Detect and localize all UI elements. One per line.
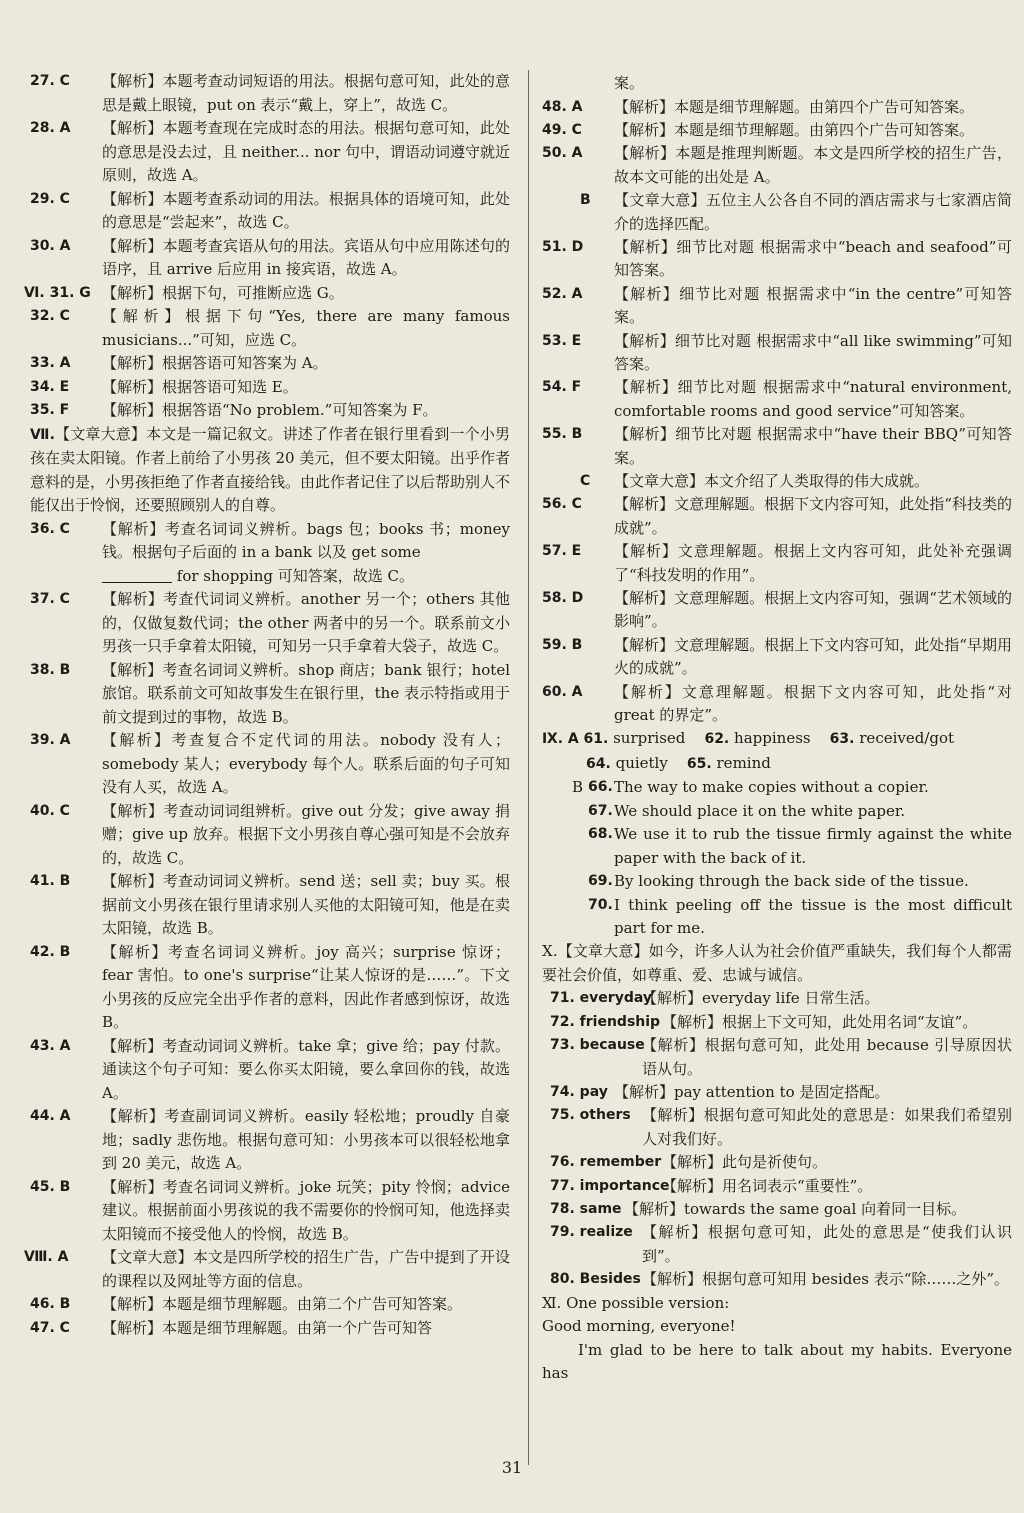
column-divider xyxy=(528,70,529,1465)
answer-77: 77. importance 【解析】用名词表示“重要性”。 xyxy=(550,1176,873,1195)
answer-28: 28. A 【解析】本题考查现在完成时态的用法。根据句意可知，此处的意思是没去过，且 neither... nor 句中，谓语动词遵守就近原则，故选 A。 xyxy=(30,119,510,184)
answer-75: 75. others 【解析】根据句意可知此处的意思是：如果我们希望别人对我们好。 xyxy=(550,1106,1012,1148)
section-8b-summary: B 【文章大意】五位主人公各自不同的酒店需求与七家酒店简介的选择匹配。 xyxy=(580,191,1012,233)
answer-31: Ⅵ. 31. G 【解析】根据下句，可推断应选 G。 xyxy=(24,283,344,302)
answer-47-continued: 案。 xyxy=(614,74,645,92)
answer-74: 74. pay 【解析】pay attention to 是固定搭配。 xyxy=(550,1082,890,1101)
answer-71: 71. everyday 【解析】everyday life 日常生活。 xyxy=(550,989,880,1008)
answer-38: 38. B 【解析】考查名词词义辨析。shop 商店；bank 银行；hotel 旅馆。联系前文可知故事发生在银行里，the 表示特指或用于前文提到过的事物，故选 B。 xyxy=(30,660,510,726)
answer-43: 43. A 【解析】考查动词词义辨析。take 拿；give 给；pay 付款。通读这个句子可知：要么你买太阳镜，要么拿回你的钱，故选 A。 xyxy=(30,1036,510,1102)
essay-greeting: Good morning, everyone! xyxy=(542,1317,736,1336)
answer-57: 57. E 【解析】文意理解题。根据上文内容可知，此处补充强调了“科技发明的作用”。 xyxy=(542,542,1012,584)
answer-70: 70. I think peeling off the tissue is the most difficult part for me. xyxy=(588,895,1012,937)
answer-35: 35. F 【解析】根据答语“No problem.”可知答案为 F。 xyxy=(30,401,438,419)
answer-50: 50. A 【解析】本题是推理判断题。本文是四所学校的招生广告，故本文可能的出处是 A。 xyxy=(542,144,1012,186)
answer-78: 78. same 【解析】towards the same goal 向着同一目标。 xyxy=(550,1199,967,1218)
section-8c-summary: C 【文章大意】本文介绍了人类取得的伟大成就。 xyxy=(580,472,930,490)
answer-69: 69. By looking through the back side of the tissue. xyxy=(588,872,969,891)
answer-46: 46. B 【解析】本题是细节理解题。由第二个广告可知答案。 xyxy=(30,1295,463,1313)
answer-68: 68. We use it to rub the tissue firmly against the white paper with the back of it. xyxy=(588,825,1012,867)
answer-33: 33. A 【解析】根据答语可知答案为 A。 xyxy=(30,354,328,372)
blank-line xyxy=(102,568,172,583)
answer-66: B 66. The way to make copies without a copier. xyxy=(572,778,929,797)
answer-79: 79. realize 【解析】根据句意可知，此处的意思是“使我们认识到”。 xyxy=(550,1223,1012,1265)
answer-29: 29. C 【解析】本题考查系动词的用法。根据具体的语境可知，此处的意思是“尝起来”，故选 C。 xyxy=(30,189,510,231)
answer-56: 56. C 【解析】文意理解题。根据下文内容可知，此处指“科技类的成就”。 xyxy=(542,495,1012,537)
answer-67: 67. We should place it on the white paper. xyxy=(588,801,906,820)
answer-55: 55. B 【解析】细节比对题 根据需求中“have their BBQ”可知答案。 xyxy=(542,425,1012,467)
answer-58: 58. D 【解析】文意理解题。根据上文内容可知，强调“艺术领域的影响”。 xyxy=(542,589,1012,631)
answer-40: 40. C 【解析】考查动词词组辨析。give out 分发；give away 捐赠；give up 放弃。根据下文小男孩自尊心强可知是不会放弃的，故选 C。 xyxy=(30,801,510,867)
answer-76: 76. remember 【解析】此句是祈使句。 xyxy=(550,1153,828,1172)
answer-54: 54. F 【解析】细节比对题 根据需求中“natural environment, comfortable rooms and good service”可知答案。 xyxy=(542,378,1012,420)
answer-34: 34. E 【解析】根据答语可知选 E。 xyxy=(30,377,298,396)
answer-32: 32. C 【解析】根据下句“Yes, there are many famous musicians...”可知，应选 C。 xyxy=(30,307,510,349)
right-column xyxy=(542,72,1012,1386)
answer-51: 51. D 【解析】细节比对题 根据需求中“beach and seafood”可知答案。 xyxy=(542,237,1012,280)
answer-42: 42. B 【解析】考查名词词义辨析。joy 高兴；surprise 惊讶；fear 害怕。to one's surprise“让某人惊讶的是……”。下文小男孩的反应完全出乎作者的意料，因此作者感到惊讶，故选 B。 xyxy=(30,942,510,1031)
answer-72: 72. friendship 【解析】根据上下文可知，此处用名词“友谊”。 xyxy=(550,1012,978,1031)
section-10-summary: Ⅹ.【文章大意】如今，许多人认为社会价值严重缺失，我们每个人都需要社会价值，如尊重、爱、忠诚与诚信。 xyxy=(542,942,1012,984)
answer-53: 53. E 【解析】细节比对题 根据需求中“all like swimming”可知答案。 xyxy=(542,331,1012,373)
answer-45: 45. B 【解析】考查名词词义辨析。joke 玩笑；pity 怜悯；advice 建议。根据前面小男孩说的我不需要你的怜悯可知，他选择卖太阳镜而不接受他人的怜悯，故选 B。 xyxy=(30,1177,510,1243)
answer-37: 37. C 【解析】考查代词词义辨析。another 另一个；others 其他的，仅做复数代词；the other 两者中的另一个。联系前文小男孩一只手拿着太阳镜，可知另一只手拿着大袋子，故选 C。 xyxy=(30,590,510,655)
answer-36: 36. C 【解析】考查名词词义辨析。bags 包；books 书；money 钱。根据句子后面的 in a bank 以及 get some for shopping 可知答案，故选 C。 xyxy=(30,519,510,585)
section-9-row-2: 64. quietly 65. remind xyxy=(586,753,771,772)
answer-30: 30. A 【解析】本题考查宾语从句的用法。宾语从句中应用陈述句的语序，且 arrive 后应用 in 接宾语，故选 A。 xyxy=(30,236,510,278)
answer-80: 80. Besides 【解析】根据句意可知用 besides 表示“除……之外”。 xyxy=(550,1270,1010,1289)
essay-body: I'm glad to be here to talk about my habits. Everyone has xyxy=(542,1340,1012,1383)
answer-44: 44. A 【解析】考查副词词义辨析。easily 轻松地；proudly 自豪地；sadly 悲伤地。根据句意可知：小男孩本可以很轻松地拿到 20 美元，故选 A。 xyxy=(30,1107,510,1172)
left-column xyxy=(24,70,511,1340)
answer-49: 49. C 【解析】本题是细节理解题。由第四个广告可知答案。 xyxy=(542,120,975,139)
page-number: 31 xyxy=(501,1458,523,1477)
section-7-summary: Ⅶ.【文章大意】本文是一篇记叙文。讲述了作者在银行里看到一个小男孩在卖太阳镜。作者上前给了小男孩 20 美元，但不要太阳镜。出乎作者意料的是，小男孩拒绝了作者直接给钱。由此作者记住了以后帮助别人不能仅出于怜悯，还要照顾别人的自尊。 xyxy=(30,424,511,514)
answer-41: 41. B 【解析】考查动词词义辨析。send 送；sell 卖；buy 买。根据前文小男孩在银行里请求别人买他的太阳镜可知，他是在卖太阳镜，故选 B。 xyxy=(30,872,510,937)
section-8-summary: Ⅷ. A 【文章大意】本文是四所学校的招生广告，广告中提到了开设的课程以及网址等方面的信息。 xyxy=(24,1248,510,1290)
answer-39: 39. A 【解析】考查复合不定代词的用法。nobody 没有人；somebody 某人；everybody 每个人。联系后面的句子可知没有人买，故选 A。 xyxy=(30,731,510,796)
answer-52: 52. A 【解析】细节比对题 根据需求中“in the centre”可知答案。 xyxy=(542,284,1012,327)
answer-47: 47. C 【解析】本题是细节理解题。由第一个广告可知答 xyxy=(30,1318,433,1337)
answer-59: 59. B 【解析】文意理解题。根据上下文内容可知，此处指“早期用火的成就”。 xyxy=(542,635,1012,678)
section-11-label: Ⅺ. One possible version: xyxy=(542,1293,730,1312)
answer-73: 73. because 【解析】根据句意可知，此处用 because 引导原因状语从句。 xyxy=(550,1036,1012,1078)
answer-27: 27. C 【解析】本题考查动词短语的用法。根据句意可知，此处的意思是戴上眼镜，put on 表示“戴上，穿上”，故选 C。 xyxy=(30,72,510,114)
answer-48: 48. A 【解析】本题是细节理解题。由第四个广告可知答案。 xyxy=(542,97,975,116)
answer-60: 60. A 【解析】文意理解题。根据下文内容可知，此处指“对 great 的界定”。 xyxy=(542,682,1012,725)
section-9-row-1: Ⅸ. A 61. surprised 62. happiness 63. received/got xyxy=(542,729,955,748)
